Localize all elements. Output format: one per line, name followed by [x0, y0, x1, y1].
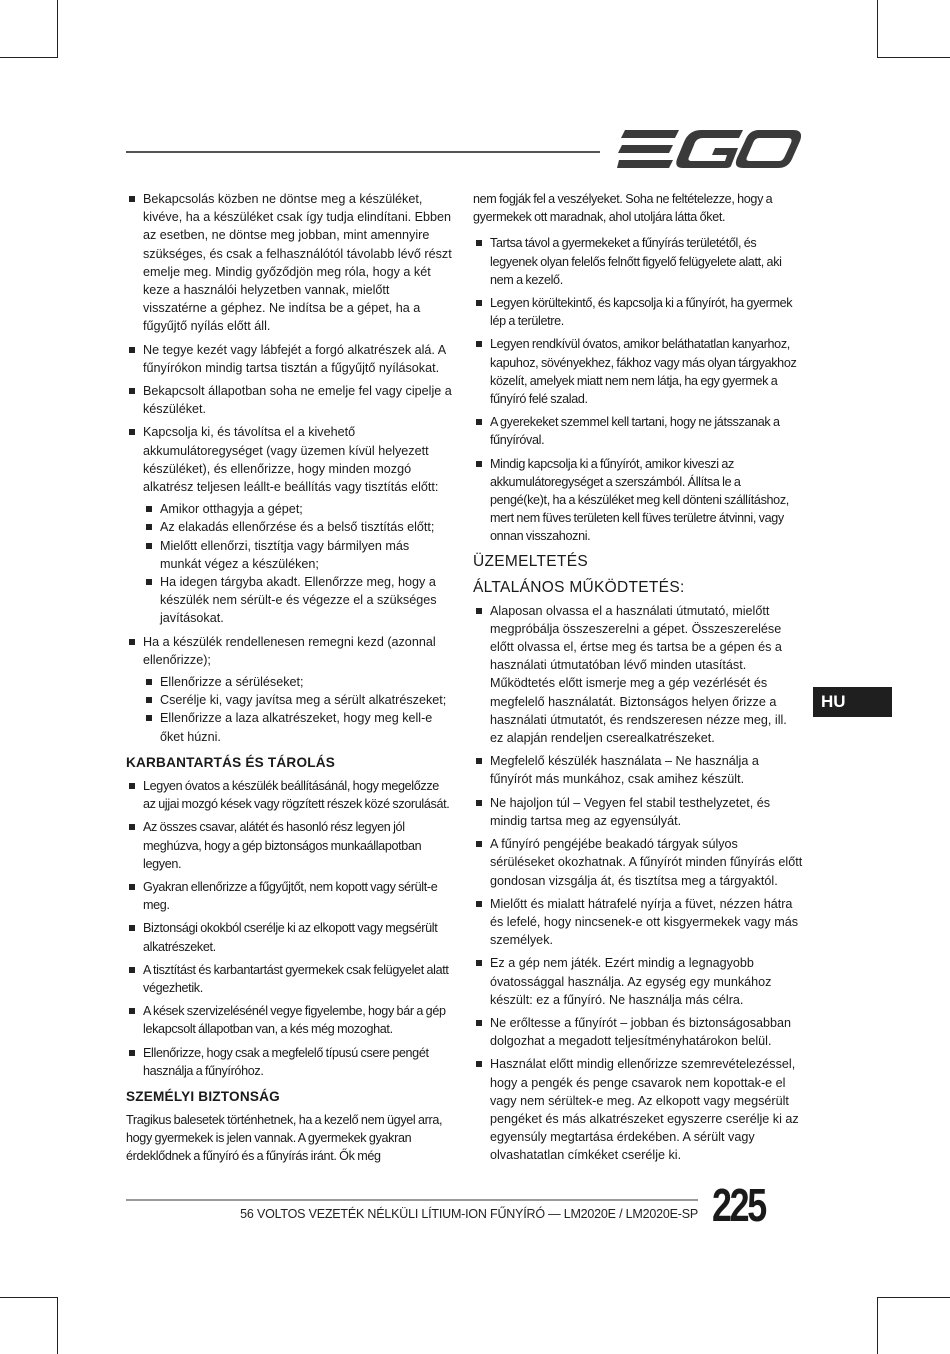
- sub-list: [143, 673, 452, 746]
- crop-mark: [877, 0, 878, 58]
- sub-list: [143, 500, 452, 627]
- sub-list-item: Ha idegen tárgyba akadt. Ellenőrzze meg, hogy a készülék nem sérült-e és végezze el a szükséges javításokat.: [143, 573, 452, 628]
- footer-text: 56 VOLTOS VEZETÉK NÉLKÜLI LÍTIUM-ION FŰNYÍRÓ — LM2020E / LM2020E-SP: [240, 1207, 698, 1221]
- list-item: Bekapcsolás közben ne döntse meg a készüléket, kivéve, ha a készüléket csak így tudja elindítani. Ebben az esetben, ne döntse meg jobban, mint amennyire szükséges, és csak a felhasználótól távolabb lévő részt emelje meg. Mindig győződjön meg róla, hogy a két keze a használói helyzetben vannak, mielőtt visszatérne a géphez. Ne indítsa be a gépet, ha a fűgyűjtő nyílás előtt áll.: [126, 190, 452, 336]
- list-item: A fűnyíró pengéjébe beakadó tárgyak súlyos sérüléseket okozhatnak. A fűnyírót minden fűnyírás előtt gondosan vizsgálja át, és tisztítsa meg a tárgyaktól.: [473, 835, 803, 890]
- list-item: A gyerekeket szemmel kell tartani, hogy ne játsszanak a fűnyíróval.: [473, 413, 803, 449]
- language-tab: HU: [813, 687, 892, 717]
- list-item: Használat előtt mindig ellenőrizze szemrevételezéssel, hogy a pengék és penge csavarok nem kopottak-e el vagy nem sérültek-e meg. Az elkopott vagy megsérült pengéket és más alkatrészeket egyszerre cserélje ki az egyensúly megtartása érdekében. A sérült vagy olvashatatlan címkéket cserélje ki.: [473, 1055, 803, 1164]
- personal-safety-heading: SZEMÉLYI BIZTONSÁG: [126, 1088, 280, 1104]
- list-item: Mielőtt és mialatt hátrafelé nyírja a füvet, nézzen hátra és lefelé, hogy nincsenek-e ott kisgyermekek vagy más személyek.: [473, 895, 803, 950]
- list-item: Ne tegye kezét vagy lábfejét a forgó alkatrészek alá. A fűnyírókon mindig tartsa tisztán a fűgyűjtő nyílásokat.: [126, 341, 452, 377]
- list-item: Alaposan olvassa el a használati útmutató, mielőtt megpróbálja összeszerelni a gépet. Összeszerelése előtt olvassa el, értse meg és tartsa be a gépen és a használati útmutatóban lévő minden utasítást. Működtetés előtt ismerje meg a gép vezérlését és megfelelő használatát. Biztonságos helyen őrizze a használati útmutatót, és rendszeresen nézze meg, ill. ez alapján rendeljen cserealkatrészeket.: [473, 602, 803, 748]
- children-list: [473, 234, 803, 545]
- list-item: Legyen óvatos a készülék beállításánál, hogy megelőzze az ujjai mozgó kések vagy rögzített részek közé szorulását.: [126, 777, 452, 813]
- list-item: Biztonsági okokból cserélje ki az elkopott vagy megsérült alkatrészeket.: [126, 919, 452, 955]
- list-item-text: Ha a készülék rendellenesen remegni kezd (azonnal ellenőrizze);: [143, 634, 436, 667]
- crop-mark: [877, 1297, 878, 1354]
- continuation-text: nem fogják fel a veszélyeket. Soha ne feltételezze, hogy a gyermekek ott maradnak, ahol utoljára látta őket.: [473, 192, 773, 225]
- list-item: Ez a gép nem játék. Ezért mindig a legnagyobb óvatossággal használja. Az egység egy munkához készült: ez a fűnyíró. Ne használja más célra.: [473, 954, 803, 1009]
- footer-rule: [126, 1199, 698, 1201]
- list-item: [126, 423, 452, 627]
- list-item: Az összes csavar, alátét és hasonló rész legyen jól meghúzva, hogy a gép biztonságos munkaállapotban legyen.: [126, 818, 452, 873]
- crop-mark: [877, 1297, 950, 1298]
- list-item: Ne hajoljon túl – Vegyen fel stabil testhelyzetet, és mindig tartsa meg az egyensúlyát.: [473, 794, 803, 830]
- maintenance-heading: KARBANTARTÁS ÉS TÁROLÁS: [126, 754, 336, 770]
- list-item: Ne erőltesse a fűnyírót – jobban és biztonságosabban dolgozhat a megadott teljesítményhatárokon belül.: [473, 1014, 803, 1050]
- list-item: A kések szervizelésénél vegye figyelembe, hogy bár a gép lekapcsolt állapotban van, a kés még mozoghat.: [126, 1002, 452, 1038]
- right-column: [473, 190, 803, 1170]
- list-item: Megfelelő készülék használata – Ne használja a fűnyírót más munkához, csak amihez készült.: [473, 752, 803, 788]
- personal-safety-text: Tragikus balesetek történhetnek, ha a kezelő nem ügyel arra, hogy gyermekek is jelen vannak. A gyermekek gyakran érdeklődnek a fűnyíró és a fűnyírás iránt. Ők még: [126, 1112, 443, 1164]
- list-item: Ellenőrizze, hogy csak a megfelelő típusú csere pengét használja a fűnyíróhoz.: [126, 1044, 452, 1080]
- crop-mark: [57, 1297, 58, 1354]
- list-item: Mindig kapcsolja ki a fűnyírót, amikor kiveszi az akkumulátoregységet a szerszámból. Állítsa le a pengé(ke)t, ha a készüléket meg kell dönteni szállításhoz, mert nem füves területen kell füves területre átvinni, vagy onnan visszahozni.: [473, 455, 803, 546]
- list-item: Tartsa távol a gyermekeket a fűnyírás területétől, és legyenek olyan felelős felnőtt figyelő felügyelete alatt, aki nem a kezelő.: [473, 234, 803, 289]
- list-item: Gyakran ellenőrizze a fűgyűjtőt, nem kopott vagy sérült-e meg.: [126, 878, 452, 914]
- crop-mark: [57, 0, 58, 58]
- list-item: Legyen körültekintő, és kapcsolja ki a fűnyírót, ha gyermek lép a területre.: [473, 294, 803, 330]
- left-column: [126, 190, 452, 1174]
- list-item: A tisztítást és karbantartást gyermekek csak felügyelet alatt végezhetik.: [126, 961, 452, 997]
- safety-list: [126, 190, 452, 746]
- operation-heading: ÜZEMELTETÉS: [473, 552, 588, 570]
- general-operation-heading: ÁLTALÁNOS MŰKÖDTETÉS:: [473, 578, 685, 596]
- list-item: Bekapcsolt állapotban soha ne emelje fel vagy cipelje a készüléket.: [126, 382, 452, 418]
- crop-mark: [0, 1297, 58, 1298]
- page-number: 225: [712, 1179, 765, 1231]
- sub-list-item: Amikor otthagyja a gépet;: [143, 500, 452, 518]
- ego-logo: [617, 128, 801, 172]
- operation-list: [473, 602, 803, 1165]
- crop-mark: [0, 57, 58, 58]
- sub-list-item: Mielőtt ellenőrzi, tisztítja vagy bármilyen más munkát végez a készüléken;: [143, 537, 452, 573]
- sub-list-item: Ellenőrizze a laza alkatrészeket, hogy meg kell-e őket húzni.: [143, 709, 452, 745]
- sub-list-item: Ellenőrizze a sérüléseket;: [143, 673, 452, 691]
- list-item: [126, 633, 452, 746]
- maintenance-list: [126, 777, 452, 1080]
- list-item: Legyen rendkívül óvatos, amikor beláthatatlan kanyarhoz, kapuhoz, sövényekhez, fákhoz vagy más olyan tárgyakhoz közelít, amelyek miatt nem nem látja, ha egy gyermek a fűnyíró felé szalad.: [473, 335, 803, 408]
- header-rule: [126, 151, 600, 153]
- sub-list-item: Cserélje ki, vagy javítsa meg a sérült alkatrészeket;: [143, 691, 452, 709]
- crop-mark: [877, 57, 950, 58]
- sub-list-item: Az elakadás ellenőrzése és a belső tisztítás előtt;: [143, 518, 452, 536]
- list-item-text: Kapcsolja ki, és távolítsa el a kivehető akkumulátoregységet (vagy üzemen kívül helyezett készüléket), és ellenőrizze, hogy minden mozgó alkatrész teljesen leállt-e beállítás vagy tisztítás előtt:: [143, 425, 439, 495]
